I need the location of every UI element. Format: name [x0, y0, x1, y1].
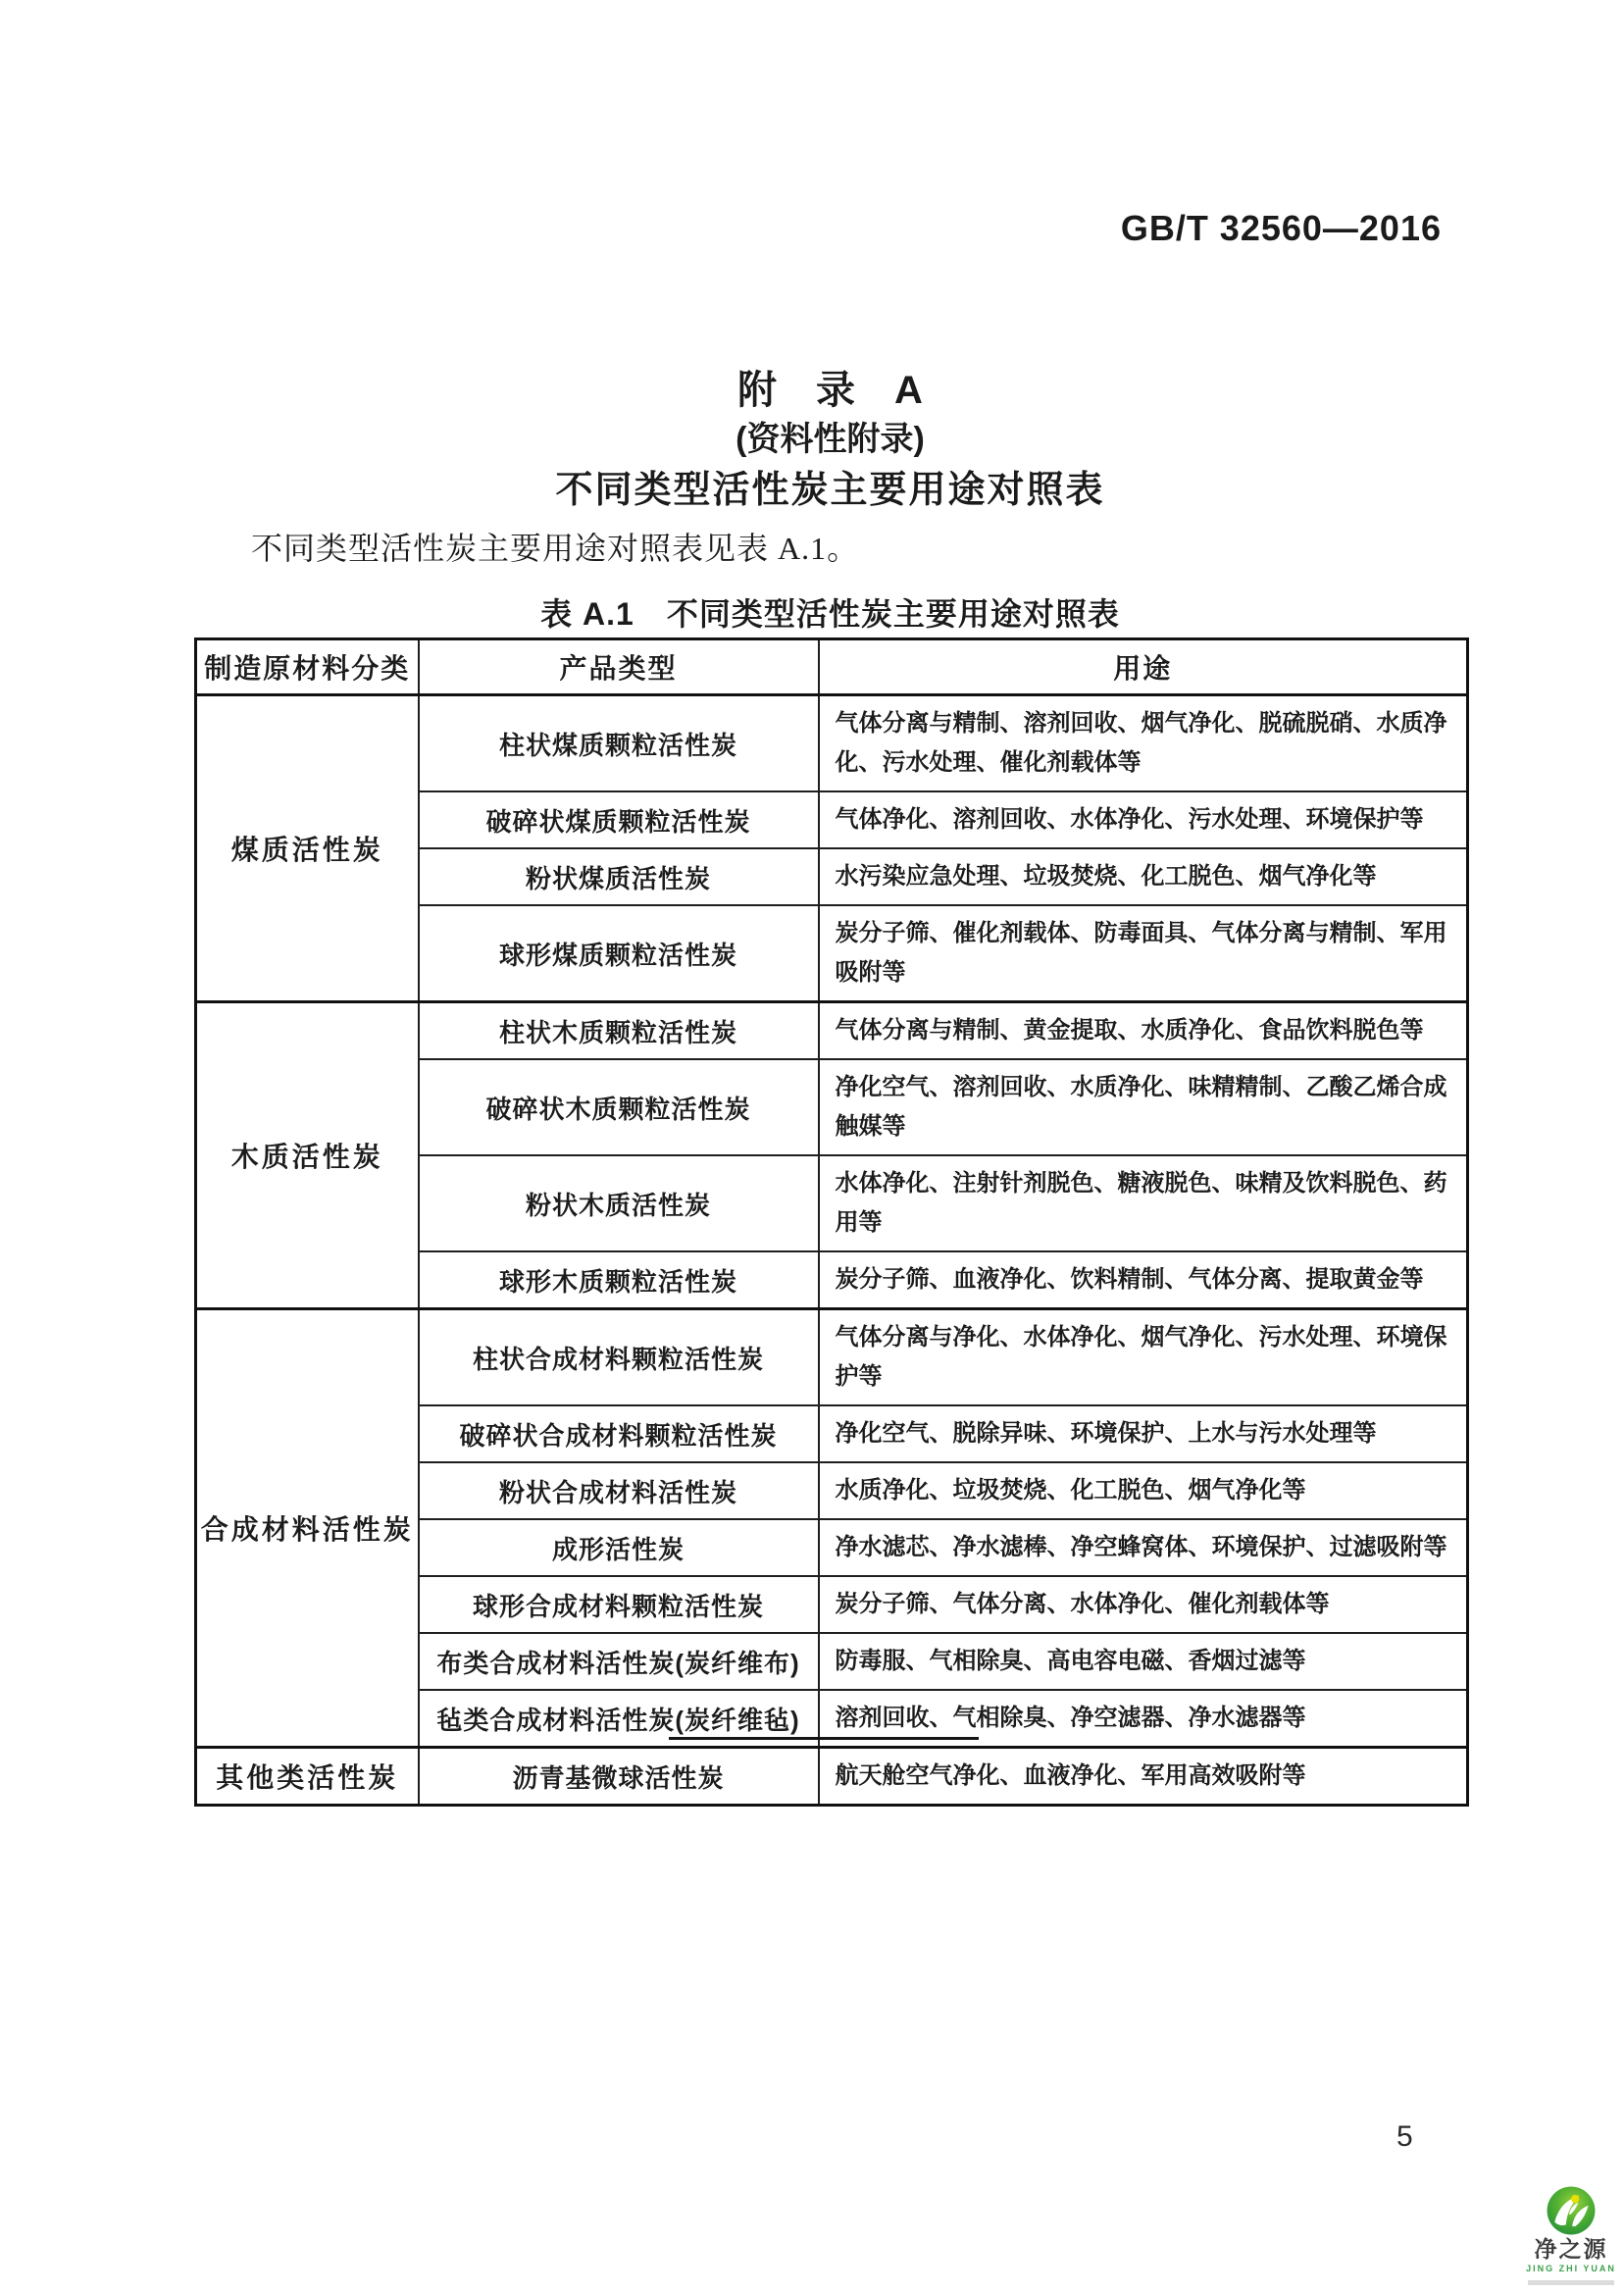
usage-cell: 水污染应急处理、垃圾焚烧、化工脱色、烟气净化等 — [819, 848, 1468, 905]
product-cell: 柱状煤质颗粒活性炭 — [419, 695, 819, 792]
product-cell: 粉状合成材料活性炭 — [419, 1462, 819, 1519]
end-of-text-rule — [669, 1737, 979, 1740]
table-caption: 表 A.1 不同类型活性炭主要用途对照表 — [540, 596, 1120, 632]
usage-cell: 航天舱空气净化、血液净化、军用高效吸附等 — [819, 1748, 1468, 1806]
table-row — [196, 1748, 1468, 1806]
appendix-heading: 不同类型活性炭主要用途对照表 — [555, 470, 1105, 511]
category-cell: 合成材料活性炭 — [196, 1309, 419, 1748]
usage-cell: 气体分离与精制、黄金提取、水质净化、食品饮料脱色等 — [819, 1002, 1468, 1060]
product-cell: 破碎状木质颗粒活性炭 — [419, 1059, 819, 1155]
usage-cell: 气体净化、溶剂回收、水体净化、污水处理、环境保护等 — [819, 791, 1468, 848]
standard-number: GB/T 32560—2016 — [1120, 208, 1442, 248]
product-cell: 粉状煤质活性炭 — [419, 848, 819, 905]
product-cell: 成形活性炭 — [419, 1519, 819, 1576]
usage-cell: 溶剂回收、气相除臭、净空滤器、净水滤器等 — [819, 1690, 1468, 1748]
appendix-subtitle: (资料性附录) — [736, 421, 925, 458]
table-row — [196, 1002, 1468, 1060]
usage-cell: 净水滤芯、净水滤棒、净空蜂窝体、环境保护、过滤吸附等 — [819, 1519, 1468, 1576]
product-cell: 破碎状煤质颗粒活性炭 — [419, 791, 819, 848]
category-cell: 其他类活性炭 — [196, 1748, 419, 1806]
column-header-product: 产品类型 — [419, 639, 819, 695]
category-cell: 煤质活性炭 — [196, 695, 419, 1002]
usage-cell: 防毒服、气相除臭、高电容电磁、香烟过滤等 — [819, 1633, 1468, 1690]
table-row — [196, 695, 1468, 792]
product-cell: 毡类合成材料活性炭(炭纤维毡) — [419, 1690, 819, 1748]
usage-cell: 气体分离与净化、水体净化、烟气净化、污水处理、环境保护等 — [819, 1309, 1468, 1406]
table-header-row — [196, 639, 1468, 695]
product-cell: 球形合成材料颗粒活性炭 — [419, 1576, 819, 1633]
logo-name: 净之源 — [1534, 2236, 1608, 2262]
usage-cell: 炭分子筛、气体分离、水体净化、催化剂载体等 — [819, 1576, 1468, 1633]
logo-subtext: JING ZHI YUAN — [1526, 2264, 1616, 2273]
usage-cell: 气体分离与精制、溶剂回收、烟气净化、脱硫脱硝、水质净化、污水处理、催化剂载体等 — [819, 695, 1468, 792]
usage-cell: 净化空气、脱除异味、环境保护、上水与污水处理等 — [819, 1405, 1468, 1462]
product-cell: 柱状木质颗粒活性炭 — [419, 1002, 819, 1060]
table-row — [196, 1309, 1468, 1406]
appendix-title: 附 录 A — [737, 369, 923, 412]
column-header-material: 制造原材料分类 — [196, 639, 419, 695]
usage-cell: 净化空气、溶剂回收、水质净化、味精精制、乙酸乙烯合成触媒等 — [819, 1059, 1468, 1155]
page-number: 5 — [1396, 2120, 1413, 2153]
column-header-usage: 用途 — [819, 639, 1468, 695]
jingzhiyuan-logo — [1522, 2185, 1620, 2285]
product-cell: 柱状合成材料颗粒活性炭 — [419, 1309, 819, 1406]
product-cell: 布类合成材料活性炭(炭纤维布) — [419, 1633, 819, 1690]
intro-paragraph: 不同类型活性炭主要用途对照表见表 A.1。 — [251, 531, 860, 566]
product-cell: 破碎状合成材料颗粒活性炭 — [419, 1405, 819, 1462]
logo-underline — [1528, 2280, 1614, 2285]
usage-cell: 水体净化、注射针剂脱色、糖液脱色、味精及饮料脱色、药用等 — [819, 1155, 1468, 1251]
usage-cell: 炭分子筛、血液净化、饮料精制、气体分离、提取黄金等 — [819, 1251, 1468, 1309]
product-cell: 沥青基微球活性炭 — [419, 1748, 819, 1806]
category-cell: 木质活性炭 — [196, 1002, 419, 1309]
usage-cell: 炭分子筛、催化剂载体、防毒面具、气体分离与精制、军用吸附等 — [819, 905, 1468, 1002]
product-cell: 球形木质颗粒活性炭 — [419, 1251, 819, 1309]
product-cell: 粉状木质活性炭 — [419, 1155, 819, 1251]
usage-table — [194, 637, 1469, 1807]
jingzhiyuan-logo-icon — [1545, 2185, 1598, 2236]
product-cell: 球形煤质颗粒活性炭 — [419, 905, 819, 1002]
usage-cell: 水质净化、垃圾焚烧、化工脱色、烟气净化等 — [819, 1462, 1468, 1519]
